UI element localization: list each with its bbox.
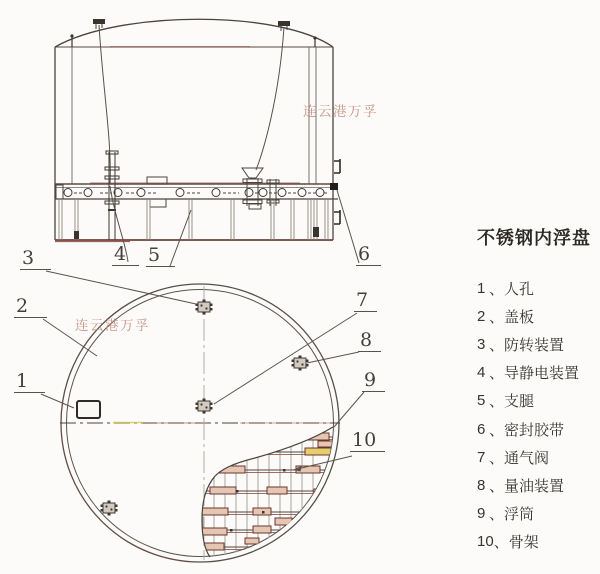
- legend-item: 8 、 量油装置: [477, 476, 565, 495]
- callout-1: 1: [14, 372, 45, 393]
- callout-2: 2: [14, 297, 47, 318]
- manhole: [77, 401, 100, 418]
- leg-feet: [74, 209, 319, 239]
- roof-tick-right: [313, 36, 316, 47]
- callout-4: 4: [112, 245, 139, 266]
- legend-item: 4 、 导静电装置: [477, 364, 580, 383]
- deck-under-box: [150, 199, 166, 207]
- fitting-lower-left: [101, 501, 118, 516]
- legend-panel: [477, 224, 597, 556]
- leader-8: [307, 352, 359, 363]
- legend-title: 不锈钢内浮盘: [477, 228, 591, 248]
- legend-item: 2 、 盖板: [477, 307, 535, 326]
- legend-item: 3 、 防转装置: [477, 335, 565, 354]
- legend-item: 1 、 人孔: [477, 279, 535, 298]
- leader-3: [46, 271, 196, 304]
- floating-deck: [55, 177, 338, 207]
- callout-6: 6: [356, 245, 381, 266]
- legend-item: 6 、 密封胶带: [477, 420, 565, 439]
- callout-9: 9: [362, 371, 385, 392]
- watermark-side-view: 连云港万孚: [303, 104, 378, 119]
- vent-valve-top: [196, 399, 213, 414]
- legend-list: [477, 274, 597, 556]
- legend-item: 7 、 通气阀: [477, 448, 550, 467]
- flanged-column-right: [267, 179, 279, 206]
- callout-10: 10: [350, 431, 385, 452]
- callout-3: 3: [20, 249, 51, 270]
- seal-band-edge: [330, 183, 338, 190]
- float-tubes: [199, 433, 334, 550]
- rim-red-tint: [61, 400, 200, 562]
- callout-7: 7: [354, 291, 377, 312]
- legend-item: 10 、 骨架: [477, 533, 539, 552]
- side-view: [55, 19, 340, 242]
- oil-measuring-device: [292, 356, 309, 371]
- watermark-top-view: 连云港万孚: [75, 318, 150, 333]
- legend-item: 9 、 浮筒: [477, 505, 535, 524]
- cutaway-section: [196, 424, 340, 562]
- callout-8: 8: [358, 331, 381, 352]
- callout-5: 5: [146, 246, 175, 267]
- static-conduction-cable: [99, 25, 284, 184]
- vent-valve-side: [242, 168, 263, 209]
- roof-tick-left: [70, 34, 73, 47]
- support-legs: [59, 199, 328, 240]
- legend-item: 5 、 支腿: [477, 392, 535, 411]
- anti-rotation-device-top: [196, 300, 213, 315]
